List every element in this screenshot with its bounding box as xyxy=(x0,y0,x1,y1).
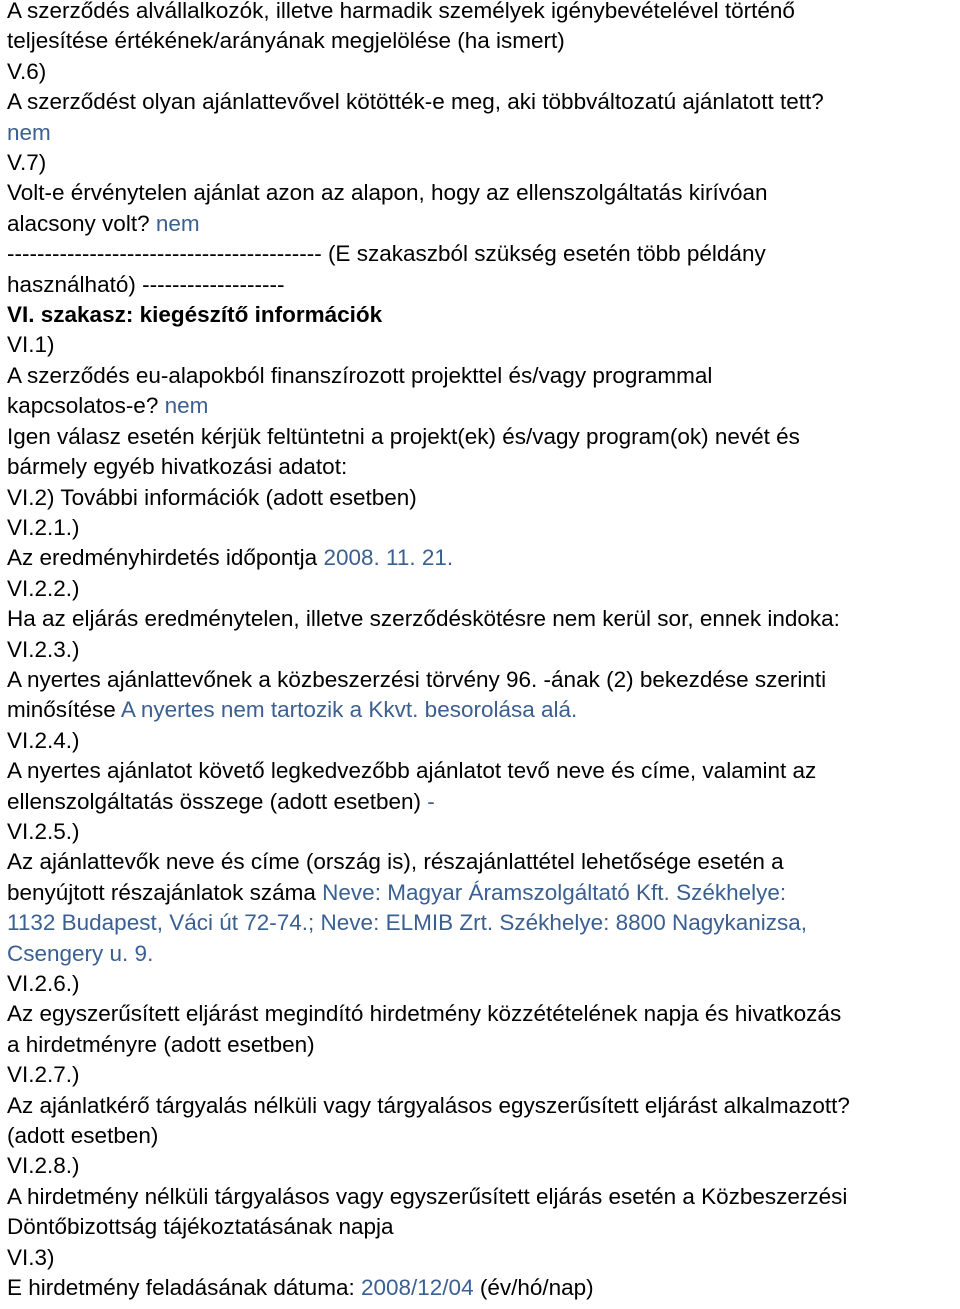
unsuccessful-reason-label: Ha az eljárás eredménytelen, illetve szerződéskötésre nem kerül sor, ennek indoka: xyxy=(7,606,840,632)
section-vi1-heading: VI.1) xyxy=(7,332,55,358)
negotiated-procedure-question-line-2: (adott esetben) xyxy=(7,1123,159,1149)
section-vi21-heading: VI.2.1.) xyxy=(7,514,80,540)
invalid-offer-question-tail: alacsony volt? xyxy=(7,210,156,236)
dispatch-date-format: (év/hó/nap) xyxy=(473,1275,594,1301)
separator-line-2: használható) ------------------- xyxy=(7,271,285,297)
eu-funds-question-line-1: A szerződés eu-alapokból finanszírozott projekttel és/vagy programmal xyxy=(7,362,713,388)
invalid-offer-answer: nem xyxy=(155,210,200,236)
bidders-answer-part-2: 1132 Budapest, Váci út 72-74.; Neve: ELMIB Zrt. Székhelye: 8800 Nagykanizsa, xyxy=(7,910,808,936)
bidders-answer-part-3: Csengery u. 9. xyxy=(7,940,154,966)
result-date-line xyxy=(7,543,960,573)
winner-classification-line-2 xyxy=(7,695,960,725)
invalid-offer-question-line-2 xyxy=(7,209,960,239)
subcontractor-question-line-1: A szerződés alvállalkozók, illetve harmadik személyek igénybevételével történő xyxy=(7,0,795,23)
bidders-question-tail: benyújtott részajánlatok száma xyxy=(7,879,323,905)
section-v7-heading: V.7) xyxy=(7,150,47,176)
section-vi-title: VI. szakasz: kiegészítő információk xyxy=(7,302,383,328)
dispatch-date-line xyxy=(7,1273,960,1303)
section-vi28-heading: VI.2.8.) xyxy=(7,1153,80,1179)
arbitration-board-notice-line-2: Döntőbizottság tájékoztatásának napja xyxy=(7,1214,394,1240)
eu-funds-question-line-2 xyxy=(7,391,960,421)
variant-offer-question: A szerződést olyan ajánlattevővel kötötték-e meg, aki többváltozatú ajánlatott tett? xyxy=(7,89,824,115)
bidders-question-line-2 xyxy=(7,878,960,908)
result-date-label: Az eredményhirdetés időpontja xyxy=(7,545,324,571)
dispatch-date-value: 2008/12/04 xyxy=(360,1275,474,1301)
section-v6-heading: V.6) xyxy=(7,58,47,84)
section-vi25-heading: VI.2.5.) xyxy=(7,818,80,844)
winner-classification-label: minősítése xyxy=(7,697,121,723)
eu-funds-question-tail: kapcsolatos-e? xyxy=(7,393,165,419)
project-reference-instruction-line-2: bármely egyéb hivatkozási adatot: xyxy=(7,454,348,480)
runner-up-answer: - xyxy=(427,788,435,814)
winner-classification-value: A nyertes nem tartozik a Kkvt. besorolása alá. xyxy=(120,697,578,723)
runner-up-question-line-2 xyxy=(7,787,960,817)
eu-funds-answer: nem xyxy=(164,393,209,419)
result-date-value: 2008. 11. 21. xyxy=(323,545,454,571)
dispatch-date-label: E hirdetmény feladásának dátuma: xyxy=(7,1275,361,1301)
simplified-procedure-notice-line-2: a hirdetményre (adott esetben) xyxy=(7,1031,315,1057)
runner-up-question-tail: ellenszolgáltatás összege (adott esetben) xyxy=(7,788,428,814)
section-vi26-heading: VI.2.6.) xyxy=(7,971,80,996)
negotiated-procedure-question-line-1: Az ajánlatkérő tárgyalás nélküli vagy tárgyalásos egyszerűsített eljárást alkalmazott? xyxy=(7,1092,850,1118)
arbitration-board-notice-line-1: A hirdetmény nélküli tárgyalásos vagy egyszerűsített eljárás esetén a Közbeszerzési xyxy=(7,1183,848,1209)
runner-up-question-line-1: A nyertes ajánlatot követő legkedvezőbb ajánlatot tevő neve és címe, valamint az xyxy=(7,758,817,784)
section-vi2-heading: VI.2) További információk (adott esetben) xyxy=(7,484,417,510)
section-vi24-heading: VI.2.4.) xyxy=(7,727,80,753)
separator-line-1: ------------------------------------------ (E szakaszból szükség esetén több példány xyxy=(7,241,766,267)
section-vi27-heading: VI.2.7.) xyxy=(7,1062,80,1088)
section-vi23-heading: VI.2.3.) xyxy=(7,636,80,662)
variant-offer-answer: nem xyxy=(7,119,51,145)
bidders-question-line-1: Az ajánlattevők neve és címe (ország is), részajánlattétel lehetősége esetén a xyxy=(7,849,784,875)
bidders-answer-part-1: Neve: Magyar Áramszolgáltató Kft. Székhelye: xyxy=(322,879,787,905)
section-vi22-heading: VI.2.2.) xyxy=(7,575,80,601)
simplified-procedure-notice-line-1: Az egyszerűsített eljárást megindító hirdetmény közzétételének napja és hivatkozás xyxy=(7,1001,842,1027)
invalid-offer-question-line-1: Volt-e érvénytelen ajánlat azon az alapon, hogy az ellenszolgáltatás kirívóan xyxy=(7,180,768,206)
winner-classification-line-1: A nyertes ajánlattevőnek a közbeszerzési törvény 96. -ának (2) bekezdése szerinti xyxy=(7,666,827,692)
subcontractor-question-line-2: teljesítése értékének/arányának megjelölése (ha ismert) xyxy=(7,28,565,54)
project-reference-instruction-line-1: Igen válasz esetén kérjük feltüntetni a projekt(ek) és/vagy program(ok) nevét és xyxy=(7,423,800,449)
section-vi3-heading: VI.3) xyxy=(7,1244,55,1270)
